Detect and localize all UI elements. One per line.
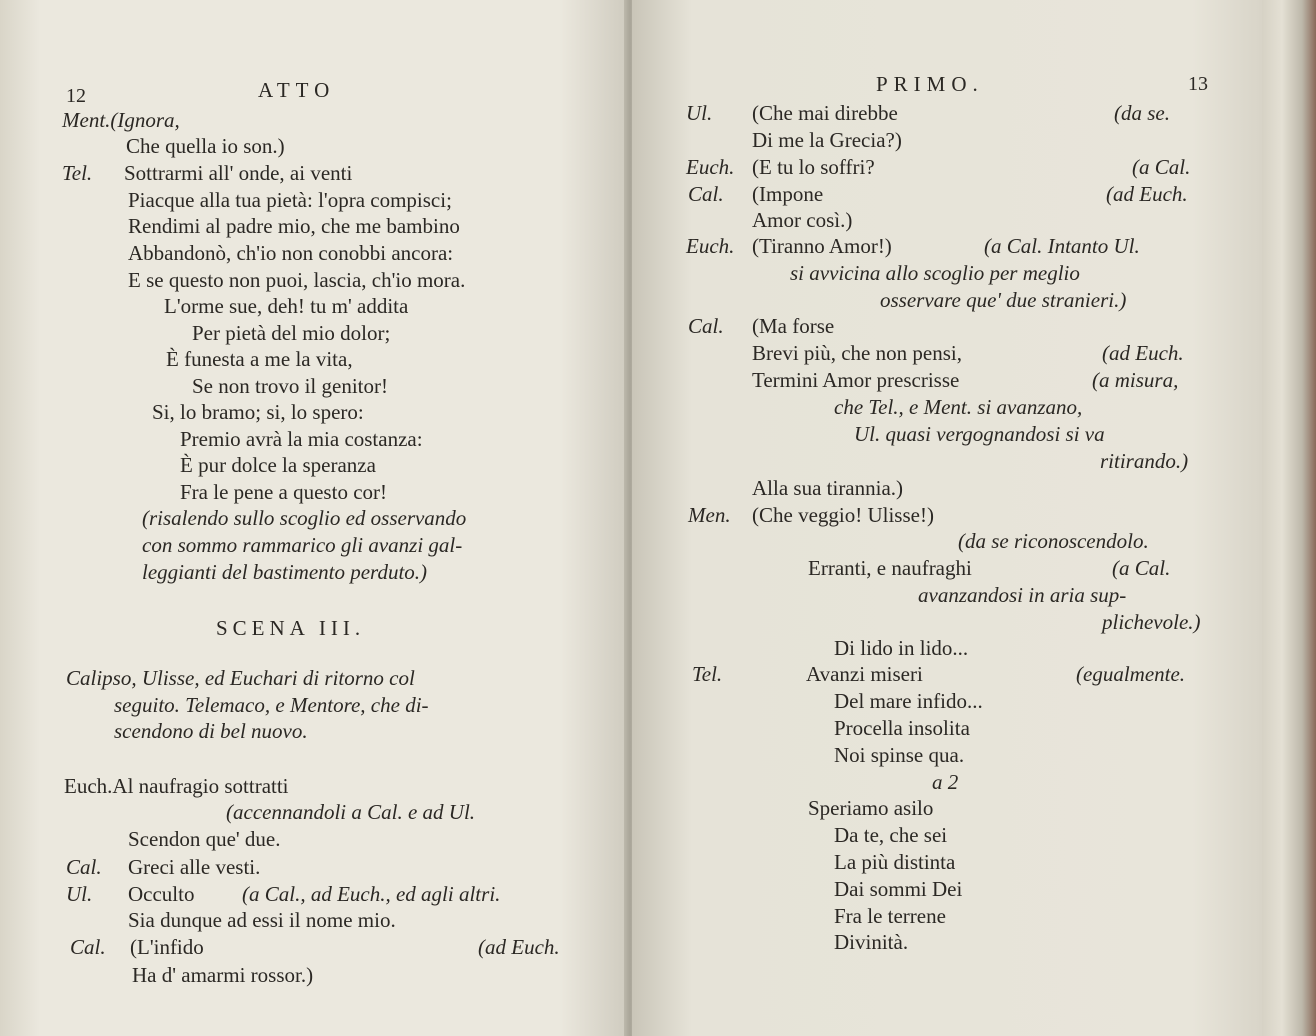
text-line: Cal. — [688, 182, 724, 206]
text-line: Ul. — [686, 101, 713, 125]
text-line: seguito. Telemaco, e Mentore, che di- — [114, 693, 429, 717]
text-line: (risalendo sullo scoglio ed osservando — [142, 506, 467, 530]
page-edges — [1262, 0, 1316, 1036]
text-line: Cal. — [66, 855, 102, 879]
text-line: Occulto — [128, 882, 195, 906]
text-line: Da te, che sei — [834, 823, 948, 847]
text-line: (a Cal., ad Euch., ed agli altri. — [242, 882, 501, 906]
text-line: Euch. — [686, 234, 735, 258]
text-line: Cal. — [70, 935, 106, 959]
text-line: SCENA III. — [216, 616, 366, 640]
text-line: (da se riconoscendolo. — [958, 529, 1149, 553]
text-line: Procella insolita — [834, 716, 970, 740]
text-line: (Ma forse — [752, 314, 835, 338]
text-line: Sottrarmi all' onde, ai venti — [124, 161, 353, 185]
text-line: (Che mai direbbe — [752, 101, 898, 125]
text-line: Fra le terrene — [834, 904, 946, 928]
left-page — [0, 0, 628, 1036]
text-line: Euch.Al naufragio sottratti — [64, 774, 289, 798]
page-number: 13 — [1188, 73, 1208, 95]
text-line: (L'infido — [130, 935, 204, 959]
text-line: Piacque alla tua pietà: l'opra compisci; — [128, 188, 452, 212]
text-line: Erranti, e naufraghi — [808, 556, 972, 580]
text-line: leggianti del bastimento perduto.) — [142, 560, 428, 584]
text-line: Alla sua tirannia.) — [752, 476, 904, 500]
text-line: Tel. — [692, 662, 723, 686]
text-line: La più distinta — [834, 850, 956, 874]
text-line: Avanzi miseri — [806, 662, 923, 686]
text-line: Ment.(Ignora, — [62, 108, 180, 132]
text-line: Noi spinse qua. — [834, 743, 965, 767]
text-line: con sommo rammarico gli avanzi gal- — [142, 533, 463, 557]
text-line: Euch. — [686, 155, 735, 179]
text-line: (ad Euch. — [478, 935, 560, 959]
text-line: Termini Amor prescrisse — [752, 368, 960, 392]
running-head: ATTO — [258, 78, 336, 102]
text-line: si avvicina allo scoglio per meglio — [790, 261, 1080, 285]
text-line: (Impone — [752, 182, 824, 206]
text-line: Abbandonò, ch'io non conobbi ancora: — [128, 241, 454, 265]
text-line: Dai sommi Dei — [834, 877, 963, 901]
text-line: Divinità. — [834, 930, 909, 954]
text-line: Di me la Grecia?) — [752, 128, 902, 152]
text-line: (E tu lo soffri? — [752, 155, 875, 179]
text-line: Premio avrà la mia costanza: — [180, 427, 423, 451]
text-line: avanzandosi in aria sup- — [918, 583, 1127, 607]
text-line: scendono di bel nuovo. — [114, 719, 308, 743]
text-line: Sia dunque ad essi il nome mio. — [128, 908, 396, 932]
text-line: Ha d' amarmi rossor.) — [132, 963, 314, 987]
text-line: (ad Euch. — [1106, 182, 1188, 206]
text-line: (a Cal. — [1132, 155, 1191, 179]
text-line: Speriamo asilo — [808, 796, 934, 820]
text-line: Greci alle vesti. — [128, 855, 261, 879]
text-line: Tel. — [62, 161, 93, 185]
text-line: È funesta a me la vita, — [166, 347, 353, 371]
text-line: L'orme sue, deh! tu m' addita — [164, 294, 409, 318]
text-line: Cal. — [688, 314, 724, 338]
text-line: Brevi più, che non pensi, — [752, 341, 962, 365]
text-line: ritirando.) — [1100, 449, 1189, 473]
text-line: Rendimi al padre mio, che me bambino — [128, 214, 460, 238]
text-line: che Tel., e Ment. si avanzano, — [834, 395, 1083, 419]
text-line: (ad Euch. — [1102, 341, 1184, 365]
text-line: Del mare infido... — [834, 689, 983, 713]
text-line: E se questo non puoi, lascia, ch'io mora. — [128, 268, 466, 292]
text-line: (a Cal. Intanto Ul. — [984, 234, 1140, 258]
page-number: 12 — [66, 85, 86, 107]
text-line: Ul. quasi vergognandosi si va — [854, 422, 1105, 446]
text-line: Se non trovo il genitor! — [192, 374, 388, 398]
text-line: È pur dolce la speranza — [180, 453, 376, 477]
text-line: Si, lo bramo; si, lo spero: — [152, 400, 364, 424]
text-line: Per pietà del mio dolor; — [192, 321, 391, 345]
text-line: (a Cal. — [1112, 556, 1171, 580]
running-head: PRIMO. — [876, 72, 984, 96]
text-line: Amor così.) — [752, 208, 853, 232]
text-line: Calipso, Ulisse, ed Euchari di ritorno col — [66, 666, 415, 690]
text-line: Men. — [688, 503, 731, 527]
right-page — [632, 0, 1262, 1036]
text-line: Ul. — [66, 882, 93, 906]
text-line: Scendon que' due. — [128, 827, 281, 851]
text-line: (Tiranno Amor!) — [752, 234, 892, 258]
text-line: (a misura, — [1092, 368, 1179, 392]
text-line: (Che veggio! Ulisse!) — [752, 503, 934, 527]
text-line: (egualmente. — [1076, 662, 1186, 686]
text-line: Che quella io son.) — [126, 134, 285, 158]
text-line: osservare que' due stranieri.) — [880, 288, 1127, 312]
text-line: (accennandoli a Cal. e ad Ul. — [226, 800, 476, 824]
text-line: plichevole.) — [1102, 610, 1201, 634]
text-line: a 2 — [932, 770, 959, 794]
text-line: (da se. — [1114, 101, 1170, 125]
text-line: Di lido in lido... — [834, 636, 969, 660]
text-line: Fra le pene a questo cor! — [180, 480, 387, 504]
